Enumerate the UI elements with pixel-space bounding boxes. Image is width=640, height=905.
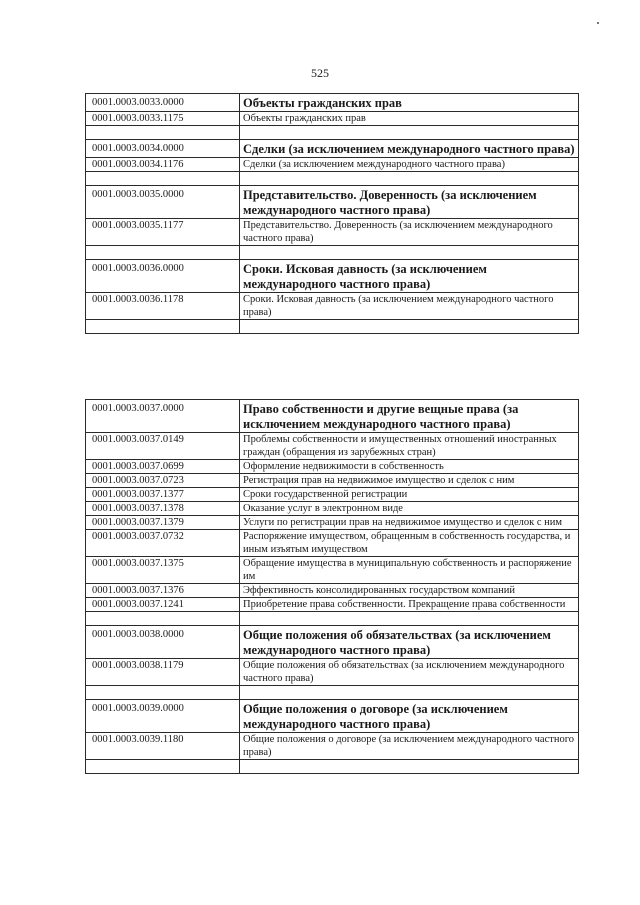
section-heading-row (86, 400, 579, 433)
classifier-code: 0001.0003.0036.0000 (86, 260, 240, 293)
empty-cell (240, 760, 579, 774)
empty-cell (86, 320, 240, 334)
spacer-row (86, 612, 579, 626)
page-number: 525 (311, 66, 329, 80)
table-row (86, 219, 579, 246)
classifier-code: 0001.0003.0034.0000 (86, 140, 240, 158)
section-heading-row (86, 700, 579, 733)
table-row (86, 516, 579, 530)
item-title: Оформление недвижимости в собственность (240, 460, 579, 474)
empty-cell (240, 126, 579, 140)
empty-cell (86, 126, 240, 140)
table-row (86, 557, 579, 584)
empty-cell (240, 686, 579, 700)
classifier-code: 0001.0003.0037.1241 (86, 598, 240, 612)
table-row (86, 158, 579, 172)
spacer-row (86, 320, 579, 334)
empty-cell (86, 612, 240, 626)
classifier-code: 0001.0003.0037.0723 (86, 474, 240, 488)
section-heading-row (86, 186, 579, 219)
classifier-code: 0001.0003.0039.1180 (86, 733, 240, 760)
empty-cell (86, 172, 240, 186)
classifier-code: 0001.0003.0037.1375 (86, 557, 240, 584)
scan-speck (597, 22, 599, 24)
section-heading-row (86, 626, 579, 659)
spacer-row (86, 126, 579, 140)
classifier-code: 0001.0003.0037.0149 (86, 433, 240, 460)
item-title: Сделки (за исключением международного частного права) (240, 158, 579, 172)
classifier-code: 0001.0003.0037.1377 (86, 488, 240, 502)
classifier-code: 0001.0003.0034.1176 (86, 158, 240, 172)
item-title: Услуги по регистрации прав на недвижимое имущество и сделок с ним (240, 516, 579, 530)
classifier-table-1 (85, 93, 579, 334)
classifier-code: 0001.0003.0037.0732 (86, 530, 240, 557)
section-title: Сроки. Исковая давность (за исключением международного частного права) (240, 260, 579, 293)
section-heading-row (86, 140, 579, 158)
item-title: Оказание услуг в электронном виде (240, 502, 579, 516)
table-row (86, 733, 579, 760)
classifier-code: 0001.0003.0037.1379 (86, 516, 240, 530)
empty-cell (240, 320, 579, 334)
table-row (86, 488, 579, 502)
section-title: Объекты гражданских прав (240, 94, 579, 112)
table-row (86, 474, 579, 488)
classifier-code: 0001.0003.0037.1378 (86, 502, 240, 516)
item-title: Проблемы собственности и имущественных отношений иностранных граждан (обращения из зарубежных стран) (240, 433, 579, 460)
empty-cell (240, 612, 579, 626)
section-title: Представительство. Доверенность (за исключением международного частного права) (240, 186, 579, 219)
table-row (86, 112, 579, 126)
classifier-code: 0001.0003.0038.1179 (86, 659, 240, 686)
classifier-code: 0001.0003.0039.0000 (86, 700, 240, 733)
classifier-code: 0001.0003.0037.0699 (86, 460, 240, 474)
table-row (86, 584, 579, 598)
item-title: Общие положения о договоре (за исключением международного частного права) (240, 733, 579, 760)
spacer-row (86, 172, 579, 186)
empty-cell (86, 246, 240, 260)
classifier-code: 0001.0003.0038.0000 (86, 626, 240, 659)
item-title: Распоряжение имуществом, обращенным в собственность государства, и иным изъятым имуществом (240, 530, 579, 557)
classifier-code: 0001.0003.0035.0000 (86, 186, 240, 219)
empty-cell (240, 246, 579, 260)
item-title: Сроки. Исковая давность (за исключением международного частного права) (240, 293, 579, 320)
item-title: Сроки государственной регистрации (240, 488, 579, 502)
section-title: Общие положения о договоре (за исключением международного частного права) (240, 700, 579, 733)
section-heading-row (86, 94, 579, 112)
item-title: Общие положения об обязательствах (за исключением международного частного права) (240, 659, 579, 686)
item-title: Представительство. Доверенность (за исключением международного частного права) (240, 219, 579, 246)
section-heading-row (86, 260, 579, 293)
item-title: Приобретение права собственности. Прекращение права собственности (240, 598, 579, 612)
spacer-row (86, 760, 579, 774)
spacer-row (86, 686, 579, 700)
section-title: Право собственности и другие вещные права (за исключением международного частного права) (240, 400, 579, 433)
item-title: Объекты гражданских прав (240, 112, 579, 126)
classifier-code: 0001.0003.0037.1376 (86, 584, 240, 598)
classifier-code: 0001.0003.0035.1177 (86, 219, 240, 246)
table-row (86, 433, 579, 460)
table-row (86, 530, 579, 557)
classifier-table-2 (85, 399, 579, 774)
empty-cell (240, 172, 579, 186)
empty-cell (86, 686, 240, 700)
table-row (86, 293, 579, 320)
spacer-row (86, 246, 579, 260)
table-row (86, 659, 579, 686)
table-row (86, 598, 579, 612)
item-title: Обращение имущества в муниципальную собственность и распоряжение им (240, 557, 579, 584)
empty-cell (86, 760, 240, 774)
classifier-code: 0001.0003.0036.1178 (86, 293, 240, 320)
classifier-code: 0001.0003.0033.0000 (86, 94, 240, 112)
table-row (86, 460, 579, 474)
table-row (86, 502, 579, 516)
classifier-code: 0001.0003.0037.0000 (86, 400, 240, 433)
item-title: Регистрация прав на недвижимое имущество и сделок с ним (240, 474, 579, 488)
classifier-code: 0001.0003.0033.1175 (86, 112, 240, 126)
section-title: Сделки (за исключением международного частного права) (240, 140, 579, 158)
section-title: Общие положения об обязательствах (за исключением международного частного права) (240, 626, 579, 659)
item-title: Эффективность консолидированных государством компаний (240, 584, 579, 598)
